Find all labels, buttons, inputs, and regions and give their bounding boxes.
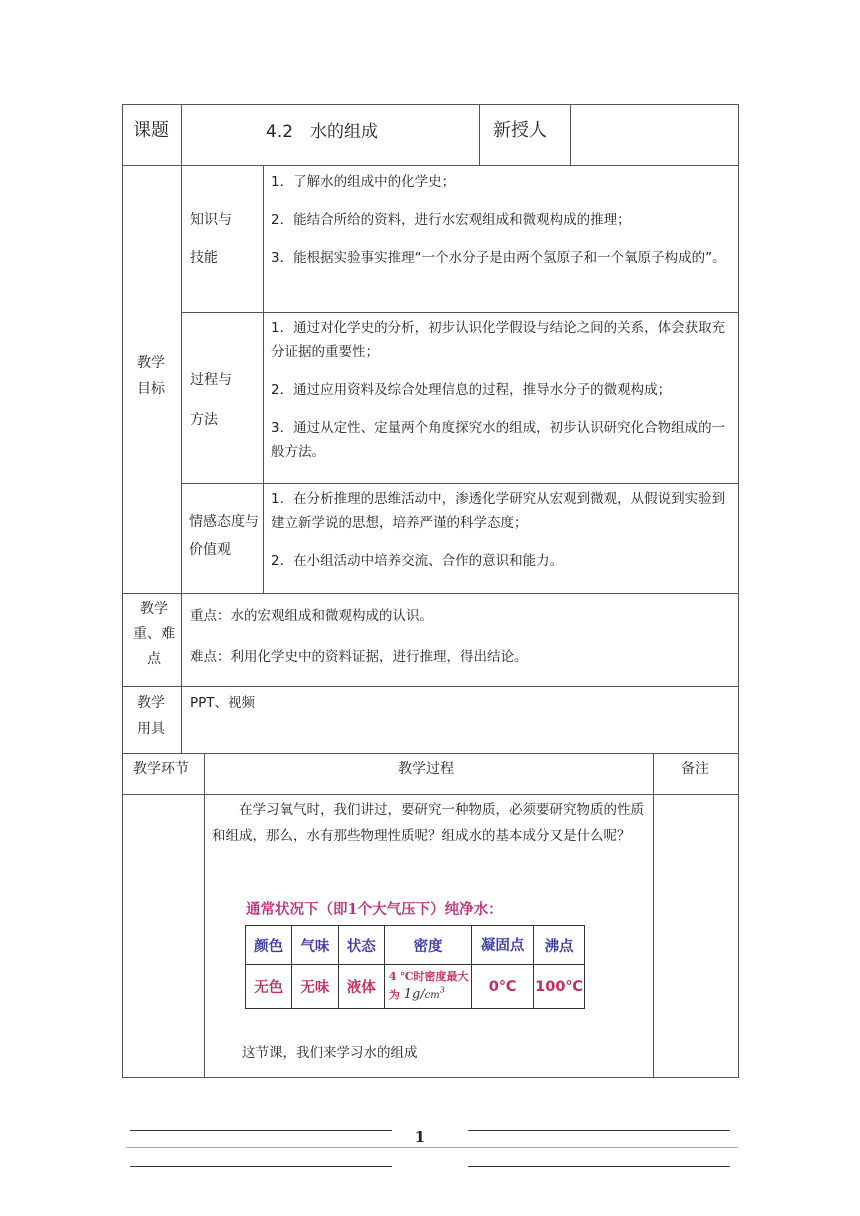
process-note-body-cell	[653, 794, 739, 1078]
objective-item: 1．在分析推理的思维活动中，渗透化学研究从宏观到微观，从假说到实验到建立新学说的思想，培养严谨的科学态度；	[271, 491, 726, 531]
water-value: 液体	[338, 965, 384, 1009]
water-value: 无色	[246, 965, 292, 1009]
density-unit-numerator: 1g	[403, 987, 421, 1003]
objective-item: 1．通过对化学史的分析，初步认识化学假设与结论之间的关系，体会获取充分证据的重要性；	[271, 320, 726, 360]
footer-line-mid	[126, 1147, 738, 1148]
water-col-header: 凝固点	[472, 926, 534, 965]
water-properties-table	[245, 925, 585, 1009]
new-teacher-label: 新授人	[493, 120, 547, 141]
objective-item: 2．通过应用资料及综合处理信息的过程，推导水分子的微观构成；	[271, 382, 672, 398]
objective-item: 2．能结合所给的资料，进行水宏观组成和微观构成的推理；	[271, 212, 631, 228]
water-col-header: 气味	[292, 926, 338, 965]
process-col-stage: 教学环节	[133, 761, 189, 777]
key-points-label: 教学重、难点	[133, 601, 175, 667]
water-col-header: 沸点	[534, 926, 585, 965]
process-closing-text: 这节课，我们来学习水的组成	[242, 1045, 418, 1061]
objective-item: 3．通过从定性、定量两个角度探究水的组成，初步认识研究化合物组成的一般方法。	[271, 420, 726, 460]
tools-value: PPT、视频	[190, 695, 256, 711]
footer-line-top-left	[130, 1130, 392, 1131]
objective-item: 2．在小组活动中培养交流、合作的意识和能力。	[271, 553, 564, 569]
objective-item: 3．能根据实验事实推理“一个水分子是由两个氢原子和一个氧原子构成的”。	[271, 250, 726, 266]
process-col-note: 备注	[681, 761, 709, 777]
process-stage-body-cell	[122, 794, 205, 1078]
water-value: 100℃	[534, 965, 585, 1009]
process-intro-text: 在学习氧气时，我们讲过，要研究一种物质，必须要研究物质的性质和组成，那么，水有那些物理性质呢？组成水的基本成分又是什么呢？	[212, 802, 644, 844]
objective-item: 1．了解水的组成中的化学史；	[271, 174, 456, 190]
tools-label: 教学用具	[137, 695, 165, 737]
objective-group-attitude-label: 情感态度与价值观	[189, 514, 259, 558]
footer-line-top-right	[468, 1130, 730, 1131]
footer-line-bottom-right	[468, 1166, 730, 1167]
topic-title: 4.2 水的组成	[266, 122, 379, 142]
objective-group-attitude-items	[271, 487, 733, 573]
water-col-header: 密度	[384, 926, 471, 965]
topic-label: 课题	[133, 120, 169, 141]
objective-group-knowledge-label: 知识与技能	[190, 212, 232, 266]
tools-content-cell	[181, 686, 739, 754]
objective-group-knowledge-items	[271, 170, 733, 270]
water-density-unit: $1g/cm^3$	[403, 985, 445, 1003]
objective-group-process-label: 过程与方法	[190, 372, 232, 428]
key-point-text: 重点：水的宏观组成和微观构成的认识。	[190, 608, 433, 624]
water-value: 无味	[292, 965, 338, 1009]
water-density-value	[384, 965, 471, 1009]
water-col-header: 状态	[338, 926, 384, 965]
objective-group-process-items	[271, 316, 733, 464]
difficult-point-text: 难点：利用化学史中的资料证据，进行推理，得出结论。	[190, 649, 528, 665]
water-properties-figure-title: 通常状况下（即1个大气压下）纯净水：	[246, 901, 503, 918]
water-value: 0℃	[472, 965, 534, 1009]
density-unit-exponent: 3	[439, 985, 445, 995]
process-col-process: 教学过程	[398, 761, 454, 777]
objectives-label: 教学目标	[137, 355, 165, 397]
footer-line-bottom-left	[130, 1166, 392, 1167]
density-unit-denominator: cm	[424, 990, 440, 1002]
new-teacher-value-cell	[570, 104, 739, 166]
water-density-text: 4 ℃时密度最大为	[388, 969, 469, 1002]
water-col-header: 颜色	[246, 926, 292, 965]
page-number: 1	[412, 1128, 428, 1146]
